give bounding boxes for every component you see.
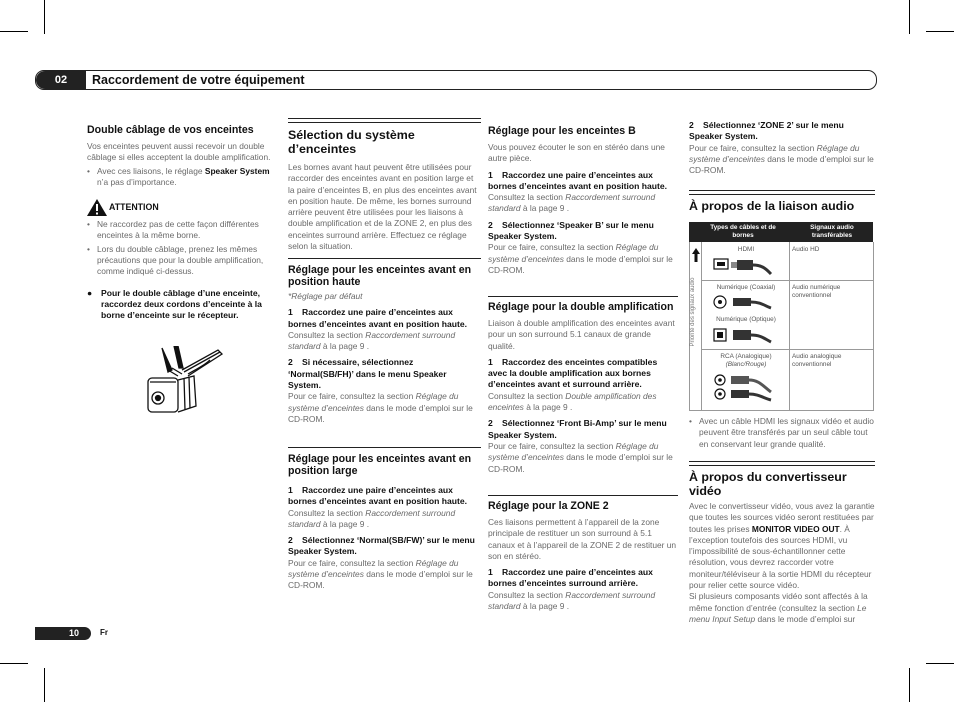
reference: Consultez la section Raccordement surround standard à la page 9 .: [288, 329, 456, 352]
reference: Pour ce faire, consultez la section Réglage du système d’enceintes dans le mode d’emploi sur le CD-ROM.: [488, 440, 673, 474]
row-hdmi-signal: Audio HD: [792, 246, 820, 253]
row-rca-sublabel: (Blanc/Rouge): [725, 361, 767, 368]
row-optical-label: Numérique (Optique): [716, 316, 776, 323]
crop-mark: [909, 0, 910, 34]
subsection-heading: Réglage pour les enceintes B: [488, 125, 636, 137]
page-number-badge: 10: [35, 627, 91, 640]
subsection-zone2: [488, 500, 678, 612]
reference: Consultez la section Raccordement surround standard à la page 9 .: [488, 589, 656, 612]
subsection-heading: Réglage pour les enceintes avant en position large: [288, 453, 472, 477]
subsection-high: [288, 264, 481, 425]
reference: Consultez la section Raccordement surround standard à la page 9 .: [488, 192, 656, 214]
step-2: 2 Sélectionnez ‘Normal(SB/FW)’ sur le menu Speaker System.: [288, 535, 475, 557]
audio-connection-table: [689, 222, 873, 412]
chapter-title: Raccordement de votre équipement: [92, 73, 305, 87]
paragraph: Liaison à double amplification des enceintes avant pour un son surround 5.1 canaux de grande qualité.: [488, 318, 675, 351]
reference: Pour ce faire, consultez la section Réglage du système d’enceintes dans le mode d’emploi sur le CD-ROM.: [288, 557, 473, 591]
step-2: 2 Si nécessaire, sélectionnez ‘Normal(SB/FH)’ dans le menu Speaker System.: [288, 357, 447, 391]
header-bar: [35, 70, 877, 90]
step-1: 1 Raccordez une paire d’enceintes aux bornes d’enceintes surround arrière.: [488, 567, 653, 589]
crop-mark: [0, 663, 28, 664]
subsection-heading: Réglage pour la double amplification: [488, 301, 674, 313]
section-title: À propos du convertisseur vidéo: [689, 470, 847, 498]
section-rule: [288, 118, 481, 123]
step-1: 1 Raccordez une paire d’enceintes aux bornes d’enceintes avant en position haute.: [488, 169, 668, 191]
zone2-step: [689, 120, 875, 176]
chapter-number: 02: [36, 71, 86, 89]
crop-mark: [0, 31, 28, 32]
crop-mark: [909, 668, 910, 702]
crop-mark: [44, 0, 45, 34]
paragraph: Si plusieurs composants vidéo sont affectés à la même fonction d’entrée (consultez la section Le menu Input Setup dans le mode d’emploi sur: [689, 591, 868, 624]
subsection-heading: Réglage pour les enceintes avant en position haute: [288, 264, 472, 288]
reference: Consultez la section Double amplification des enceintes à la page 9 .: [488, 390, 657, 413]
paragraph: Ces liaisons permettent à l’appareil de la zone principale de restituer un son surround à 5.1 canaux et à l’appareil de la ZONE 2 de restituer un son en stéréo.: [488, 517, 677, 561]
section-rule: [288, 447, 481, 448]
subsection-biamp: [488, 301, 678, 475]
step-1: 1 Raccordez une paire d’enceintes aux bornes d’enceintes avant en position haute.: [288, 485, 468, 507]
language-code: Fr: [100, 628, 108, 637]
bullet-item: • Avec ces liaisons, le réglage Speaker System n’a pas d’importance.: [87, 165, 270, 187]
row-coax-label: Numérique (Coaxial): [716, 284, 776, 291]
column-1: [87, 124, 273, 322]
table-header-cell: Types de câbles et de bornes: [710, 224, 776, 239]
table-header-cell: Signaux audio transférables: [810, 224, 854, 239]
section-rule: [488, 296, 678, 297]
column-2: [288, 128, 481, 252]
step-2: 2 Sélectionnez ‘Speaker B’ sur le menu Speaker System.: [488, 219, 654, 242]
rca-plug-icon: [713, 372, 773, 404]
section-rule: [488, 495, 678, 496]
bullet-item: • Lors du double câblage, prenez les mêmes précautions que pour la double amplification, comme indiqué ci-dessus.: [87, 243, 264, 277]
speaker-terminal-illustration: [138, 346, 228, 426]
reference: Pour ce faire, consultez la section Réglage du système d’enceintes dans le mode d’emploi sur le CD-ROM.: [689, 142, 874, 176]
converter-section: [689, 470, 877, 625]
step-1: 1 Raccordez une paire d’enceintes aux bornes d’enceintes avant en position haute.: [288, 307, 468, 329]
instruction: ● Pour le double câblage d’une enceinte, raccordez deux cordons d’enceinte à la borne d’enceinte sur le récepteur.: [87, 287, 262, 321]
subsection-heading: Réglage pour la ZONE 2: [488, 500, 609, 512]
step-2: 2 Sélectionnez ‘Front Bi-Amp’ sur le menu Speaker System.: [488, 418, 667, 440]
default-note: *Réglage par défaut: [288, 291, 363, 301]
section-rule: [288, 258, 481, 259]
bullet-item: • Ne raccordez pas de cette façon différentes enceintes à la même borne.: [87, 219, 259, 241]
reference: Pour ce faire, consultez la section Réglage du système d’enceintes dans le mode d’emploi sur le CD-ROM.: [488, 242, 673, 275]
section-title: À propos de la liaison audio: [689, 199, 855, 213]
reference: Consultez la section Raccordement surround standard à la page 9 .: [288, 507, 456, 529]
optical-plug-icon: [713, 326, 773, 344]
attention-label: ATTENTION: [87, 199, 273, 216]
crop-mark: [926, 663, 954, 664]
section-title: Sélection du système d’enceintes: [288, 128, 415, 156]
priority-label: Priorité des signaux audio: [690, 277, 696, 347]
section-rule: [689, 461, 875, 466]
section-heading: Double câblage de vos enceintes: [87, 124, 254, 136]
warning-icon: [87, 199, 107, 216]
step-1: 1 Raccordez des enceintes compatibles avec la double amplification aux bornes d’enceintes avant et surround arrière.: [488, 356, 658, 390]
hdmi-plug-icon: [713, 256, 773, 278]
step-2: 2 Sélectionnez ‘ZONE 2’ sur le menu Speaker System.: [689, 120, 844, 142]
section-rule: [689, 190, 875, 195]
subsection-b: [488, 125, 678, 276]
subsection-wide: [288, 453, 481, 592]
row-rca-label: RCA (Analogique): [720, 353, 772, 360]
crop-mark: [44, 668, 45, 702]
row-rca-signal: Audio analogique conventionnel: [792, 353, 842, 368]
paragraph: Vos enceintes peuvent aussi recevoir un double câblage si elles acceptent la double amplification.: [87, 141, 271, 163]
row-digital-signal: Audio numérique conventionnel: [792, 284, 841, 299]
paragraph: Avec le convertisseur vidéo, vous avez la garantie que toutes les sources vidéo seront restituées par toutes les prises MONITOR VIDEO OUT. À l’exception toutefois des sources HDMI, vu l’impossibilité de sous-échantillonner cette résolution, vous devrez raccorder votre moniteur/téléviseur à la sortie HDMI du récepteur pour relier cette source vidéo.: [689, 501, 875, 591]
reference: Pour ce faire, consultez la section Réglage du système d’enceintes dans le mode d’emploi sur le CD-ROM.: [288, 391, 473, 424]
crop-mark: [926, 31, 954, 32]
row-hdmi-label: HDMI: [737, 246, 755, 253]
paragraph: Les bornes avant haut peuvent être utilisées pour raccorder des enceintes avant en position large et la paire d’enceintes B, en plus des enceintes avant en position haute. De même, les bornes surround arrière peuvent être utilisées pour les liaisons à double amplification et de la ZONE 2, en plus des enceintes surround arrière. Effectuez ce réglage selon la situation.: [288, 162, 477, 252]
paragraph: Vous pouvez écouter le son en stéréo dans une autre pièce.: [488, 142, 665, 164]
arrow-up-icon: [692, 248, 700, 262]
coaxial-plug-icon: [713, 294, 773, 310]
bullet-item: • Avec un câble HDMI les signaux vidéo et audio peuvent être transférés par un seul câble tout en conservant leur grande qualité.: [689, 416, 874, 449]
